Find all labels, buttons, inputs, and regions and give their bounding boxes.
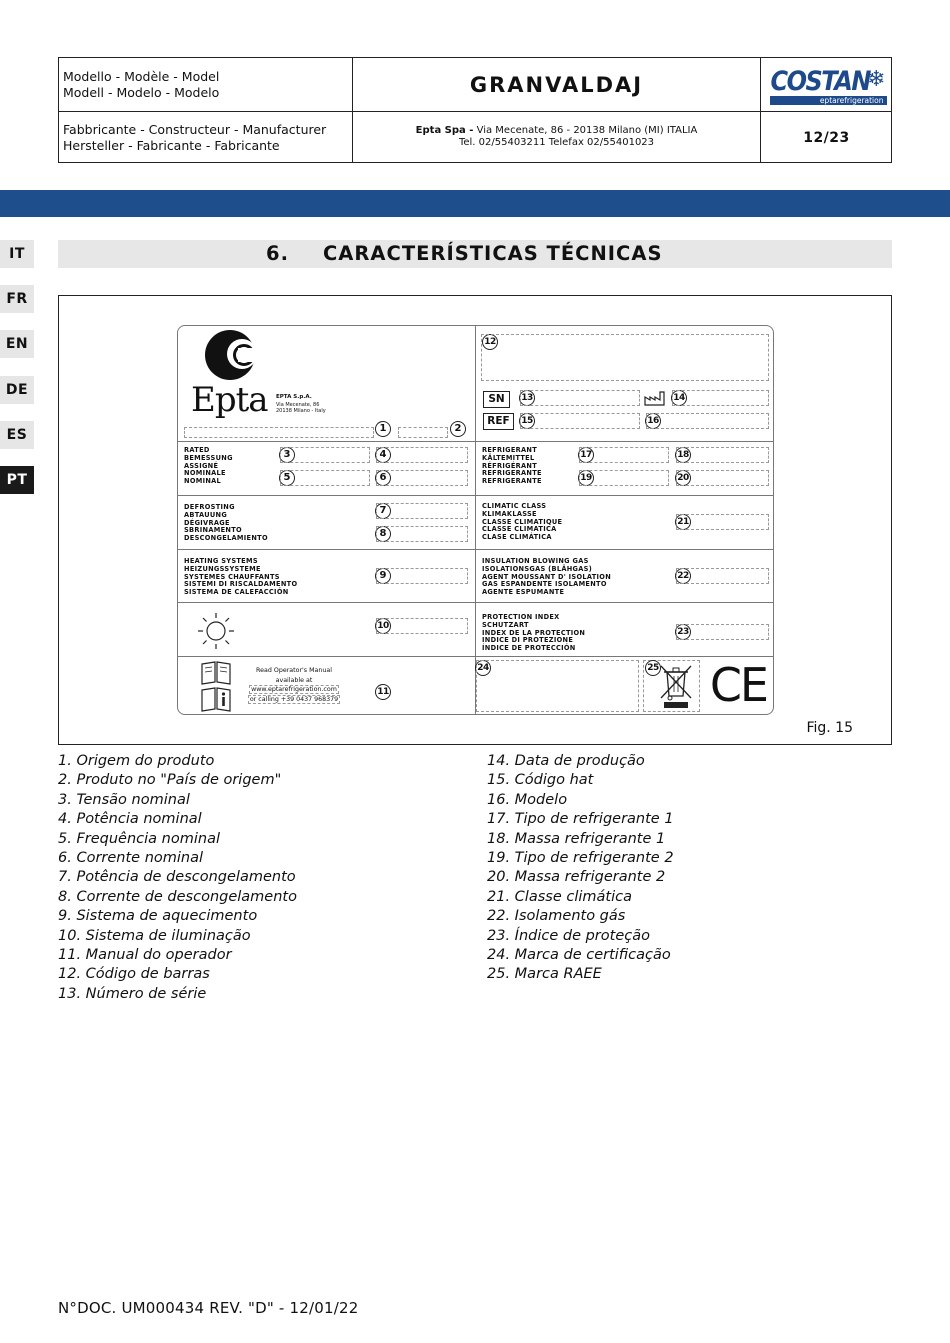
callout-6: 6	[375, 470, 391, 486]
field-frequency	[280, 470, 370, 486]
list-item: 10. Sistema de iluminação	[58, 927, 251, 944]
list-item: 5. Frequência nominal	[58, 830, 220, 847]
lang-tab-es[interactable]: ES	[0, 421, 34, 449]
callout-13: 13	[519, 390, 535, 406]
model-label-line-1: Modello - Modèle - Model	[63, 69, 220, 84]
list-item: 21. Classe climática	[487, 888, 632, 905]
callout-7: 7	[375, 503, 391, 519]
callout-8: 8	[375, 526, 391, 542]
callout-9: 9	[375, 568, 391, 584]
model-label-cell	[59, 58, 353, 112]
plate-row-line	[178, 441, 773, 442]
list-item: 13. Número de série	[58, 985, 207, 1002]
factory-icon	[644, 390, 666, 406]
plate-row-line	[178, 602, 773, 603]
list-item: 3. Tensão nominal	[58, 791, 190, 808]
field-power	[376, 447, 468, 463]
lang-tab-en[interactable]: EN	[0, 330, 34, 358]
manufacturer-label-line-2: Hersteller - Fabricante - Fabricante	[63, 138, 280, 153]
weee-bin-icon	[658, 662, 694, 710]
plate-row-line	[178, 495, 773, 496]
callout-10: 10	[375, 618, 391, 634]
field-defrost-power	[376, 503, 468, 519]
costan-logo	[768, 65, 886, 105]
list-item: 12. Código de barras	[58, 966, 210, 983]
field-certification	[476, 660, 639, 712]
field-current	[376, 470, 468, 486]
ce-mark: CE	[709, 658, 767, 712]
list-item: 11. Manual do operador	[58, 947, 232, 964]
ref-label: REF	[483, 413, 514, 430]
field-production-date	[672, 390, 769, 406]
list-item: 25. Marca RAEE	[487, 966, 602, 983]
lang-tab-de[interactable]: DE	[0, 376, 34, 404]
light-bulb-icon	[196, 611, 236, 651]
manual-url[interactable]: www.eptarefrigeration.com	[251, 686, 337, 694]
callout-2: 2	[450, 421, 466, 437]
list-item: 6. Corrente nominal	[58, 850, 204, 867]
field-refrigerant-mass-2	[676, 470, 769, 486]
callout-11: 11	[375, 684, 391, 700]
callout-15: 15	[519, 413, 535, 429]
callout-18: 18	[675, 447, 691, 463]
section-title-text: CARACTERÍSTICAS TÉCNICAS	[323, 242, 663, 265]
logo-sub: eptarefrigeration	[770, 96, 887, 105]
epta-brand: Epta	[191, 380, 268, 420]
field-barcode	[481, 334, 769, 381]
list-item: 15. Código hat	[487, 772, 594, 789]
callout-25: 25	[645, 660, 661, 676]
lang-tab-fr[interactable]: FR	[0, 285, 34, 313]
model-name-cell	[353, 58, 761, 112]
figure-caption: Fig. 15	[806, 720, 853, 736]
callout-3: 3	[279, 447, 295, 463]
field-voltage	[280, 447, 370, 463]
list-item: 1. Origem do produto	[58, 753, 215, 769]
list-item: 23. Índice de proteção	[487, 927, 650, 944]
manual-text	[240, 666, 348, 704]
list-item: 22. Isolamento gás	[487, 908, 626, 925]
sn-label: SN	[483, 391, 510, 408]
callout-5: 5	[279, 470, 295, 486]
list-item: 8. Corrente de descongelamento	[58, 888, 297, 905]
callout-23: 23	[675, 624, 691, 640]
list-item: 2. Produto no "País de origem"	[58, 772, 282, 789]
section-title	[58, 240, 892, 268]
epta-address-1: Via Mecenate, 86	[276, 402, 320, 408]
section-number: 6.	[266, 242, 289, 265]
list-item: 7. Potência de descongelamento	[58, 869, 296, 886]
callout-1: 1	[375, 421, 391, 437]
callout-17: 17	[578, 447, 594, 463]
logo-cell	[761, 58, 892, 112]
legend-list-right	[487, 752, 674, 985]
logo-word: COSTAN	[770, 65, 870, 96]
rated-label: RATED BEMESSUNG ASSIGNÉ NOMINALE NOMINAL	[184, 446, 233, 486]
field-lighting	[376, 618, 468, 634]
heating-label: HEATING SYSTEMS HEIZUNGSSYSTEME SYSTEMES CHAUFFANTS SISTEMI DI RISCALDAMENTO SISTEMA DE CALEFACCIÓN	[184, 557, 298, 597]
list-item: 20. Massa refrigerante 2	[487, 869, 666, 886]
callout-12: 12	[482, 334, 498, 350]
manufacturer-address: Via Mecenate, 86 - 20138 Milano (MI) ITALIA	[473, 125, 698, 136]
blue-band	[0, 190, 950, 217]
callout-19: 19	[578, 470, 594, 486]
epta-address-2: 20138 Milano - Italy	[276, 408, 326, 414]
snowflake-icon: ❄	[867, 66, 886, 92]
list-item: 19. Tipo de refrigerante 2	[487, 850, 674, 867]
list-item: 9. Sistema de aquecimento	[58, 908, 258, 925]
field-refrigerant-mass-1	[676, 447, 769, 463]
epta-logo-mark	[205, 330, 255, 380]
model-name: GRANVALDAJ	[469, 72, 644, 97]
list-item: 18. Massa refrigerante 1	[487, 830, 666, 847]
list-item: 4. Potência nominal	[58, 811, 202, 828]
list-item: 17. Tipo de refrigerante 1	[487, 811, 674, 828]
refrigerant-label: REFRIGERANT KÄLTEMITTEL RÉFRIGÉRANT REFRIGERANTE REFRIGERANTE	[482, 446, 542, 486]
manual-line-1: Read Operator's Manual	[256, 667, 332, 674]
insulation-label: INSULATION BLOWING GAS ISOLATIONSGAS (BLÄHGAS) AGENT MOUSSANT D' ISOLATION GAS ESPANDENTE ISOLAMENTO AGENTE ESPUMANTE	[482, 557, 612, 597]
protection-label: PROTECTION INDEX SCHUTZART INDEX DE LA PROTECTION INDICE DI PROTEZIONE ÍNDICE DE PROTECCIÓN	[482, 613, 586, 653]
list-item: 14. Data de produção	[487, 753, 645, 769]
callout-4: 4	[375, 447, 391, 463]
field-protection-index	[676, 624, 769, 640]
field-refrigerant-2	[579, 470, 669, 486]
field-origin	[184, 427, 374, 438]
model-label-line-2: Modell - Modelo - Modelo	[63, 85, 220, 100]
manual-line-2: available at	[275, 676, 313, 684]
callout-14: 14	[671, 390, 687, 406]
list-item: 24. Marca de certificação	[487, 947, 671, 964]
manufacturer-phone: Tel. 02/55403211 Telefax 02/55401023	[458, 137, 655, 148]
climatic-label: CLIMATIC CLASS KLIMAKLASSE CLASSE CLIMATIQUE CLASSE CLIMATICA CLASE CLIMÁTICA	[482, 502, 563, 542]
list-item: 16. Modelo	[487, 791, 568, 808]
field-climatic-class	[676, 514, 769, 530]
callout-16: 16	[645, 413, 661, 429]
epta-company: EPTA S.p.A.	[276, 394, 312, 400]
page-number: 12/23	[803, 129, 850, 146]
plate-row-line	[178, 656, 773, 657]
legend-list-left	[58, 752, 297, 1004]
field-defrost-current	[376, 526, 468, 542]
field-country	[398, 427, 448, 438]
figure-frame	[58, 295, 892, 745]
defrosting-label: DEFROSTING ABTAUUNG DÉGIVRAGE SBRINAMENTO DESCONGELAMIENTO	[184, 503, 268, 543]
lang-tab-pt[interactable]: PT	[0, 466, 34, 494]
callout-24: 24	[475, 660, 491, 676]
manufacturer-name: Epta Spa -	[415, 125, 474, 136]
field-serial	[520, 390, 640, 406]
callout-22: 22	[675, 568, 691, 584]
field-ref	[520, 413, 640, 429]
rating-plate	[177, 325, 774, 715]
manual-book-icon	[200, 660, 232, 712]
plate-row-line	[178, 549, 773, 550]
manufacturer-label-cell	[59, 112, 353, 163]
manufacturer-label-line-1: Fabbricante - Constructeur - Manufacturer	[63, 122, 327, 137]
field-insulation-gas	[676, 568, 769, 584]
manufacturer-info-cell	[353, 112, 761, 163]
field-refrigerant-1	[579, 447, 669, 463]
callout-21: 21	[675, 514, 691, 530]
callout-20: 20	[675, 470, 691, 486]
field-model	[646, 413, 769, 429]
field-heating	[376, 568, 468, 584]
lang-tab-it[interactable]: IT	[0, 240, 34, 268]
header-table	[58, 57, 892, 163]
manual-phone: or calling +39 0437 968379	[249, 695, 339, 703]
document-number: N°DOC. UM000434 REV. "D" - 12/01/22	[58, 1299, 359, 1317]
